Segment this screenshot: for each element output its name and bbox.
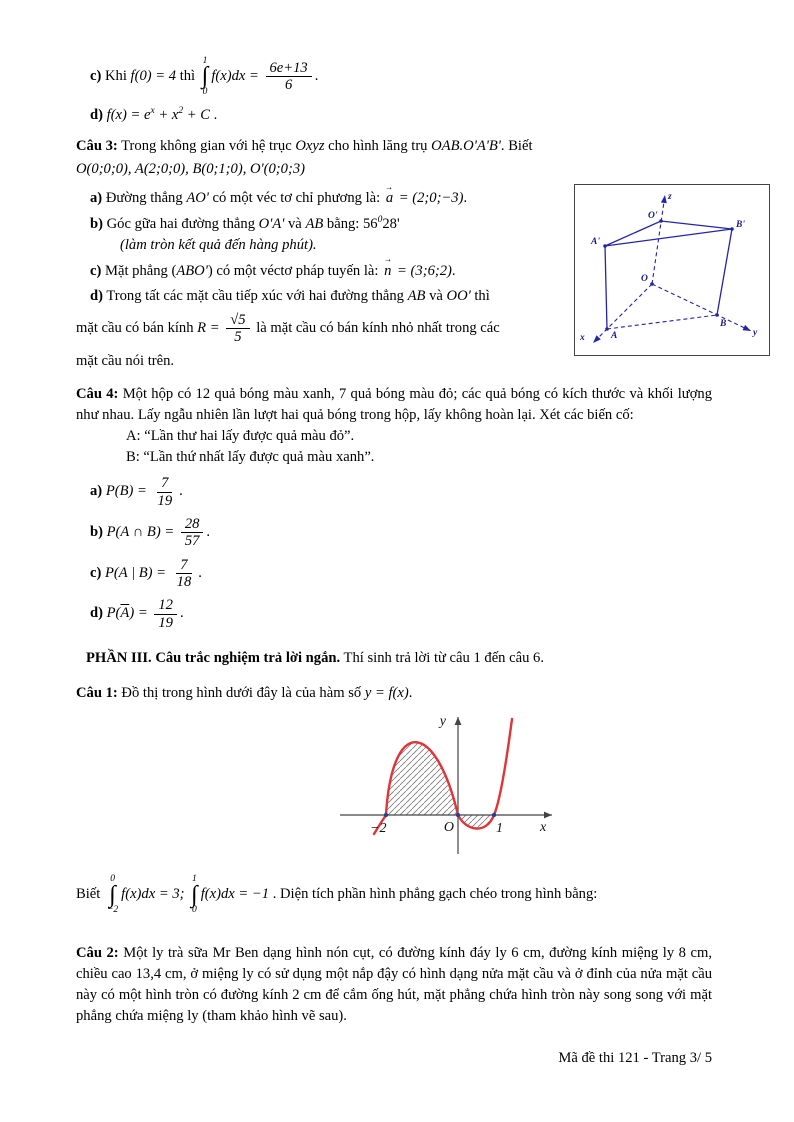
math-run: AO' (186, 190, 209, 207)
cau3-item-b-note (76, 235, 581, 256)
superscript-run: 2 (178, 106, 184, 117)
text-run: . (179, 605, 184, 622)
page-footer: Mã đề thi 121 - Trang 3/ 5 (558, 1050, 712, 1066)
cau4-event-a (76, 426, 712, 447)
fraction-denominator: 19 (158, 614, 173, 631)
cau1-biet-line (76, 874, 712, 915)
overline-symbol: $\overline{A}$ (120, 605, 130, 622)
cau3-heading (76, 136, 712, 157)
math-run: f(x)dx = 3; (121, 886, 189, 903)
math-run: O(0;0;0), A(2;0;0), B(0;1;0), O'(0;0;3) (76, 160, 305, 177)
math-run: P( (106, 605, 121, 622)
text-run: Khi (101, 67, 131, 84)
text-run: . (463, 190, 468, 207)
cau3-statements (76, 188, 758, 374)
fraction-numerator: 12 (154, 597, 177, 614)
fraction-denominator: 5 (234, 329, 242, 346)
math-run: ABO' (176, 262, 208, 279)
fraction-numerator: 7 (176, 557, 191, 574)
text-run: B: “Lần thứ nhất lấy được quả màu xanh”. (126, 448, 375, 465)
math-run: f(x) = e (106, 107, 151, 124)
text-run: Góc gữa hai đường thẳng (102, 216, 259, 233)
integral-upper-limit: 0 (110, 874, 115, 885)
point-o (650, 283, 654, 287)
cau3-item-d (76, 286, 581, 307)
text-run: thì (470, 288, 490, 305)
fraction (266, 60, 312, 94)
point-a (605, 328, 609, 332)
fraction-denominator: 18 (176, 574, 192, 591)
text-run: Trong không gian với hệ trục (117, 137, 296, 154)
text-run: . Biết (500, 137, 533, 154)
cau3-items-column (76, 188, 581, 307)
math-run: Oxyz (295, 137, 325, 154)
text-run: . (408, 684, 413, 701)
text-run: Biết (76, 886, 104, 903)
math-run: AB (407, 288, 426, 305)
text-run: Trong tất các mặt cầu tiếp xúc với hai đường thẳng (102, 288, 408, 305)
cau4-paragraph (76, 384, 712, 425)
point-b-prime (730, 228, 734, 232)
bold-run: c) (90, 262, 102, 279)
bold-run: a) (90, 190, 103, 207)
y-arrow (743, 325, 752, 331)
cau4-event-b (76, 447, 712, 468)
math-run: R = (197, 320, 224, 337)
cau3-item-c (76, 261, 581, 282)
math-run: OO' (446, 288, 471, 305)
fraction-denominator: 6 (284, 77, 293, 94)
label-o-prime: O' (648, 211, 658, 222)
math-run: f(0) = 4 (130, 67, 177, 84)
edge-b (717, 229, 732, 315)
text-run: Đồ thị trong hình dưới đây là của hàm số (117, 684, 365, 701)
text-run: Mặt phẳng ( (101, 262, 177, 279)
bold-run: c) (90, 564, 102, 581)
text-run: và (425, 288, 447, 305)
label-x: x (580, 333, 585, 344)
text-run: A: “Lần thư hai lấy được quả màu đỏ”. (126, 427, 355, 444)
label-b-prime: B' (736, 220, 745, 231)
bold-run: Câu 4: (76, 386, 119, 403)
text-run: mặt cầu có bán kính (76, 320, 198, 337)
cau4-item-d (76, 596, 712, 632)
axis-arrows (455, 717, 552, 818)
fraction-numerator: 6e+13 (266, 60, 312, 77)
prism-axes (593, 195, 751, 343)
vector-symbol: → n (384, 261, 391, 282)
text-run: . (206, 524, 211, 541)
item-c-line (76, 56, 712, 97)
text-run: cho hình lăng trụ (324, 137, 432, 154)
bold-run: Câu 2: (76, 945, 119, 962)
point-o-prime (659, 220, 663, 224)
point-b (715, 314, 719, 318)
x-arrow (544, 812, 552, 819)
text-run: là mặt cầu có bán kính nhỏ nhất trong các (252, 320, 500, 337)
math-run: = (2;0;−3) (395, 190, 464, 207)
cau3-item-a (76, 188, 581, 209)
bold-run: b) (90, 216, 103, 233)
fraction-numerator: √5 (226, 312, 249, 329)
x-axis (593, 284, 652, 343)
hidden-edge-ab (607, 315, 717, 329)
text-run: ) có một véctơ pháp tuyến là: (207, 262, 383, 279)
fraction (226, 312, 249, 346)
text-run: . (198, 564, 202, 581)
fraction (154, 475, 177, 509)
text-run: . (314, 67, 319, 84)
label-y: y (439, 714, 446, 730)
y-arrow (455, 717, 462, 725)
math-run: + C (183, 107, 210, 124)
math-run: P(B) = (105, 483, 151, 500)
cau4-item-b (76, 515, 712, 551)
prism-figure (574, 184, 770, 356)
z-arrow (661, 195, 667, 203)
integral-glyph: ∫ (191, 881, 198, 908)
text-run: mặt cầu nói trên. (76, 352, 175, 369)
text-run: có một véc tơ chỉ phương là: (208, 190, 384, 207)
integral-upper-limit: 1 (202, 56, 208, 66)
cau3-item-b (76, 214, 581, 235)
math-run: + x (154, 107, 179, 124)
fraction (154, 597, 177, 631)
fraction (181, 516, 204, 550)
math-run: y = f(x) (364, 684, 409, 701)
fraction-denominator: 57 (184, 533, 200, 550)
math-run: = (3;6;2) (393, 262, 452, 279)
dot-minus2 (384, 813, 388, 817)
integral-upper-limit: 1 (192, 874, 197, 885)
y-axis (652, 284, 751, 331)
vector-symbol: → a (386, 188, 393, 209)
integral-lower-limit: −2 (106, 905, 119, 916)
prism-svg (575, 185, 769, 355)
phan3-heading (76, 648, 712, 669)
bold-run: a) (90, 483, 103, 500)
math-run: f(x)dx = (211, 67, 263, 84)
math-run: f(x)dx = −1 (200, 886, 270, 903)
fraction-denominator: 19 (157, 492, 173, 509)
function-graph-figure (328, 707, 563, 866)
text-run: thì (176, 67, 199, 84)
math-run: OAB.O'A'B' (431, 137, 501, 154)
math-run: O'A' (258, 216, 285, 233)
cau1-heading (76, 683, 712, 704)
bold-run: PHẦN III. Câu trắc nghiệm trả lời ngắn. (86, 650, 341, 667)
point-a-prime (603, 245, 607, 249)
bold-run: Câu 3: (76, 137, 118, 154)
text-run: bằng: 56 (323, 216, 378, 233)
cau4-item-c (76, 556, 712, 592)
text-run: . (451, 262, 456, 279)
label-one: 1 (496, 821, 503, 837)
text-run: Thí sinh trả lời từ câu 1 đến câu 6. (340, 650, 544, 667)
text-run: . (179, 483, 183, 500)
bold-run: b) (90, 524, 103, 541)
fraction (173, 557, 196, 591)
italic-run: (làm tròn kết quả đến hàng phút). (120, 236, 317, 253)
math-run: P(A | B) = (105, 564, 170, 581)
integral (107, 874, 118, 915)
text-run: . Diện tích phần hình phẳng gạch chéo trong hình bằng: (269, 886, 598, 903)
text-run: Đường thẳng (102, 190, 187, 207)
label-a-prime: A' (591, 237, 600, 248)
math-run: AB (305, 216, 324, 233)
math-run: P(A ∩ B) = (106, 524, 178, 541)
x-arrow (593, 336, 601, 344)
label-z: z (668, 192, 672, 203)
integral-lower-limit: 0 (202, 86, 208, 97)
edge-a (605, 246, 607, 329)
integral (202, 56, 209, 97)
label-minus2: −2 (370, 821, 387, 837)
label-a: A (611, 331, 618, 342)
graph-svg (328, 707, 563, 859)
label-y: y (753, 328, 758, 339)
integral-glyph: ∫ (109, 881, 116, 908)
superscript-run: 0 (377, 215, 383, 226)
bold-run: d) (90, 107, 103, 124)
dot-zero (456, 813, 460, 817)
fraction-numerator: 28 (181, 516, 204, 533)
dot-one (492, 813, 496, 817)
bold-run: d) (90, 605, 103, 622)
cau2-paragraph (76, 943, 712, 1026)
bold-run: d) (90, 288, 103, 305)
label-x: x (540, 820, 547, 836)
text-run: Một ly trà sữa Mr Ben dạng hình nón cụt, có đường kính đáy ly 6 cm, đường kính miệng ly 8 cm, chiều cao 13,4 cm, ở miệng ly có sử dụng một nắp đậy có hình dạng nửa mặt cầu và ở đỉnh của nửa mặt cầu này có một hình tròn có đường kính 2 cm để cắm ống hút, mặt phẳng chứa hình tròn này song song với mặt phẳng chứa miệng ly (tham khảo hình vẽ sau). (76, 945, 713, 1024)
integral (191, 874, 198, 915)
bold-run: Câu 1: (76, 684, 118, 701)
fraction-numerator: 7 (157, 475, 172, 492)
text-run: và (284, 216, 306, 233)
label-o: O (641, 274, 648, 285)
top-face (605, 221, 732, 246)
item-d-line (76, 105, 712, 126)
label-b: B (720, 319, 727, 330)
math-run: ) = (129, 605, 152, 622)
prism-edges (605, 221, 732, 329)
text-run: 28' (382, 216, 400, 233)
cau4-item-a (76, 474, 712, 510)
integral-lower-limit: 0 (192, 905, 197, 916)
label-origin: O (443, 820, 454, 836)
text-run: . (210, 107, 218, 124)
text-run: Một hộp có 12 quả bóng màu xanh, 7 quả bóng màu đỏ; các quả bóng có kích thước và khối lượng như nhau. Lấy ngẫu nhiên lần lượt hai quả bóng trong hộp, lấy không hoàn lại. Xét các biến cố: (76, 386, 713, 424)
bold-run: c) (90, 67, 102, 84)
integral-glyph: ∫ (201, 63, 209, 90)
cau3-given-points (76, 159, 712, 180)
superscript-run: x (150, 106, 155, 117)
